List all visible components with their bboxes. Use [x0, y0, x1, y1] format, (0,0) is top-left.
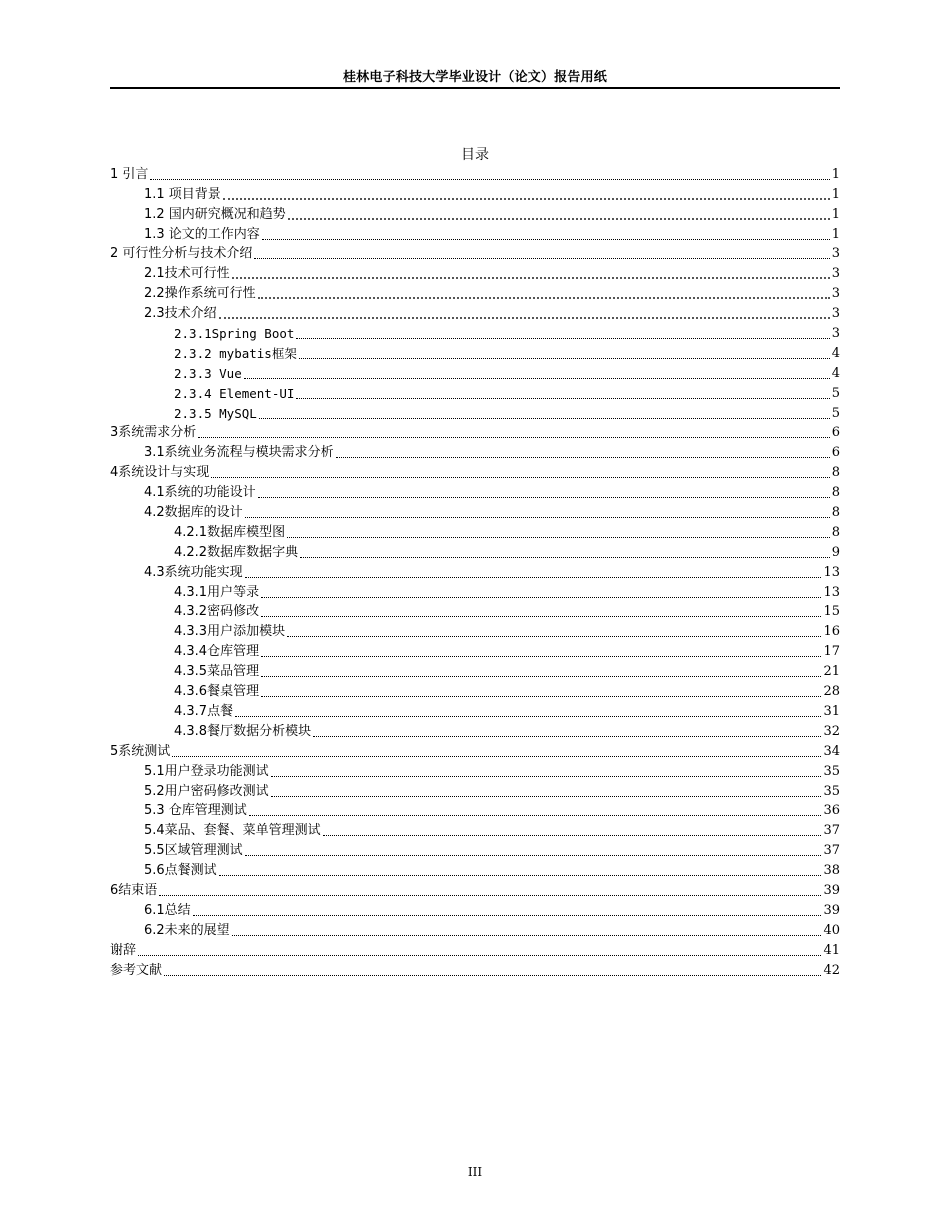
toc-dot-leader — [258, 497, 830, 498]
toc-dot-leader — [287, 636, 821, 637]
toc-title: 目录 — [461, 147, 489, 163]
toc-entry-page-number: 8 — [831, 505, 840, 521]
toc-dot-leader — [288, 218, 830, 220]
toc-entry-page-number: 40 — [823, 922, 840, 938]
toc-entry-page-number: 1 — [831, 226, 840, 242]
toc-entry-page-number: 41 — [823, 942, 840, 958]
toc-entry-page-number: 38 — [823, 863, 840, 879]
toc-entry-page-number: 34 — [823, 743, 840, 759]
toc-entry[interactable] — [110, 362, 840, 382]
toc-entry-page-number: 6 — [831, 425, 840, 441]
toc-entry[interactable] — [110, 243, 840, 263]
toc-dot-leader — [235, 716, 821, 717]
toc-entry-label: 4.2.1数据库模型图 — [174, 524, 286, 540]
toc-entry[interactable] — [110, 959, 840, 979]
toc-entry[interactable] — [110, 183, 840, 203]
toc-entry[interactable] — [110, 919, 840, 939]
toc-dot-leader — [219, 317, 830, 319]
toc-entry[interactable] — [110, 601, 840, 621]
toc-entry-page-number: 8 — [831, 524, 840, 540]
toc-dot-leader — [262, 239, 830, 240]
toc-entry-page-number: 8 — [831, 465, 840, 481]
toc-entry-label: 4.3.1用户等录 — [174, 584, 260, 600]
toc-dot-leader — [299, 358, 830, 359]
toc-entry-page-number: 15 — [823, 604, 840, 620]
toc-entry[interactable] — [110, 561, 840, 581]
toc-entry[interactable] — [110, 203, 840, 223]
toc-dot-leader — [164, 975, 821, 976]
toc-entry-page-number: 5 — [831, 405, 840, 421]
toc-entry[interactable] — [110, 581, 840, 601]
toc-entry-label: 4.3.7点餐 — [174, 703, 234, 719]
toc-entry-label: 5.1用户登录功能测试 — [144, 763, 269, 779]
toc-entry-page-number: 3 — [831, 286, 840, 302]
toc-entry-page-number: 6 — [831, 445, 840, 461]
toc-dot-leader — [138, 955, 821, 956]
toc-dot-leader — [336, 457, 830, 458]
toc-dot-leader — [261, 616, 821, 617]
toc-entry-label: 3.1系统业务流程与模块需求分析 — [144, 445, 334, 461]
toc-entry[interactable] — [110, 879, 840, 899]
toc-entry[interactable] — [110, 660, 840, 680]
toc-entry[interactable] — [110, 620, 840, 640]
toc-entry[interactable] — [110, 163, 840, 183]
toc-dot-leader — [232, 935, 822, 936]
toc-entry-label: 4.3.3用户添加模块 — [174, 624, 286, 640]
toc-entry[interactable] — [110, 461, 840, 481]
toc-dot-leader — [245, 855, 822, 856]
toc-entry-page-number: 13 — [823, 564, 840, 580]
toc-entry-label: 4.2.2数据库数据字典 — [174, 544, 299, 560]
toc-dot-leader — [193, 915, 822, 916]
toc-entry[interactable] — [110, 501, 840, 521]
toc-entry[interactable] — [110, 859, 840, 879]
toc-entry-page-number: 37 — [823, 823, 840, 839]
toc-entry[interactable] — [110, 939, 840, 959]
toc-entry-page-number: 1 — [831, 206, 840, 222]
toc-entry-label: 5.6点餐测试 — [144, 863, 217, 879]
toc-entry[interactable] — [110, 720, 840, 740]
toc-entry-label: 2.3技术介绍 — [144, 306, 217, 322]
toc-dot-leader — [261, 656, 821, 657]
toc-entry-label: 2.3.2 mybatis框架 — [174, 345, 297, 361]
toc-entry-page-number: 32 — [823, 723, 840, 739]
toc-entry[interactable] — [110, 899, 840, 919]
toc-entry-label: 4.3.5菜品管理 — [174, 664, 260, 680]
toc-entry[interactable] — [110, 302, 840, 322]
toc-entry-label: 4.3.8餐厅数据分析模块 — [174, 723, 312, 739]
page-header-title: 桂林电子科技大学毕业设计（论文）报告用纸 — [342, 70, 607, 85]
toc-entry-page-number: 36 — [823, 803, 840, 819]
toc-entry-page-number: 4 — [831, 345, 840, 361]
toc-entry[interactable] — [110, 262, 840, 282]
toc-entry-page-number: 1 — [831, 166, 840, 182]
toc-entry-label: 4.1系统的功能设计 — [144, 485, 256, 501]
toc-entry-label: 参考文献 — [110, 962, 163, 978]
toc-entry-label: 4.3.6餐桌管理 — [174, 684, 260, 700]
toc-entry[interactable] — [110, 760, 840, 780]
toc-entry-label: 谢辞 — [110, 942, 137, 958]
toc-entry[interactable] — [110, 322, 840, 342]
toc-entry-page-number: 16 — [823, 624, 840, 640]
toc-entry-label: 1 引言 — [110, 166, 149, 182]
toc-entry-label: 2.1技术可行性 — [144, 266, 230, 282]
toc-dot-leader — [261, 676, 821, 677]
toc-dot-leader — [172, 756, 821, 757]
toc-entry-page-number: 4 — [831, 365, 840, 381]
toc-entry[interactable] — [110, 521, 840, 541]
toc-entry-label: 2.3.1Spring Boot — [174, 326, 295, 342]
toc-dot-leader — [287, 537, 830, 538]
toc-entry-label: 6.2未来的展望 — [144, 922, 230, 938]
toc-entry[interactable] — [110, 282, 840, 302]
toc-dot-leader — [245, 517, 830, 518]
toc-entry-page-number: 42 — [823, 962, 840, 978]
toc-entry-label: 4.3.2密码修改 — [174, 604, 260, 620]
toc-dot-leader — [159, 895, 821, 896]
toc-entry[interactable] — [110, 481, 840, 501]
toc-entry-label: 3系统需求分析 — [110, 425, 197, 441]
toc-entry[interactable] — [110, 700, 840, 720]
toc-entry[interactable] — [110, 422, 840, 442]
toc-entry-page-number: 8 — [831, 485, 840, 501]
toc-entry[interactable] — [110, 819, 840, 839]
toc-entry-label: 2.2操作系统可行性 — [144, 286, 256, 302]
toc-entry[interactable] — [110, 680, 840, 700]
toc-entry-page-number: 28 — [823, 684, 840, 700]
toc-entry-label: 5.5区域管理测试 — [144, 843, 243, 859]
toc-entry-label: 6.1总结 — [144, 902, 191, 918]
toc-entry-page-number: 3 — [831, 306, 840, 322]
toc-dot-leader — [150, 179, 829, 180]
toc-dot-leader — [261, 696, 821, 697]
toc-dot-leader — [296, 398, 829, 399]
toc-entry-label: 4.3.4仓库管理 — [174, 644, 260, 660]
toc-entry[interactable] — [110, 382, 840, 402]
toc-entry-page-number: 35 — [823, 783, 840, 799]
toc-dot-leader — [244, 378, 830, 379]
toc-entry-label: 2.3.3 Vue — [174, 365, 242, 381]
toc-entry-page-number: 1 — [831, 186, 840, 202]
toc-entry-page-number: 3 — [831, 326, 840, 342]
toc-entry-label: 4.2数据库的设计 — [144, 505, 243, 521]
toc-dot-leader — [211, 477, 829, 478]
toc-entry-page-number: 17 — [823, 644, 840, 660]
toc-entry-page-number: 3 — [831, 266, 840, 282]
toc-entry[interactable] — [110, 740, 840, 760]
toc-entry-page-number: 35 — [823, 763, 840, 779]
toc-entry[interactable] — [110, 800, 840, 820]
toc-dot-leader — [300, 557, 830, 558]
toc-entry-page-number: 9 — [831, 544, 840, 560]
toc-entry-label: 2 可行性分析与技术介绍 — [110, 246, 253, 262]
toc-entry[interactable] — [110, 640, 840, 660]
toc-entry-page-number: 31 — [823, 703, 840, 719]
toc-entry-label: 2.3.4 Element-UI — [174, 385, 295, 401]
toc-entry-page-number: 13 — [823, 584, 840, 600]
toc-dot-leader — [271, 796, 822, 797]
toc-entry-page-number: 21 — [823, 664, 840, 680]
toc-entry[interactable] — [110, 441, 840, 461]
toc-entry[interactable] — [110, 780, 840, 800]
toc-entry-page-number: 39 — [823, 882, 840, 898]
header-divider — [110, 87, 840, 89]
toc-entry-label: 5系统测试 — [110, 743, 171, 759]
table-of-contents — [110, 163, 840, 979]
toc-entry-label: 1.1 项目背景 — [144, 186, 221, 202]
toc-entry-label: 4系统设计与实现 — [110, 465, 210, 481]
toc-entry[interactable] — [110, 402, 840, 422]
toc-dot-leader — [245, 577, 822, 578]
toc-entry-page-number: 37 — [823, 843, 840, 859]
toc-dot-leader — [313, 736, 821, 737]
toc-dot-leader — [271, 776, 822, 777]
toc-entry[interactable] — [110, 839, 840, 859]
toc-dot-leader — [232, 277, 830, 279]
toc-entry-label: 4.3系统功能实现 — [144, 564, 243, 580]
toc-entry-page-number: 5 — [831, 385, 840, 401]
toc-entry[interactable] — [110, 541, 840, 561]
toc-dot-leader — [223, 198, 830, 200]
toc-entry-label: 2.3.5 MySQL — [174, 405, 257, 421]
toc-entry-label: 5.3 仓库管理测试 — [144, 803, 247, 819]
toc-dot-leader — [323, 835, 822, 836]
toc-entry-label: 5.4菜品、套餐、菜单管理测试 — [144, 823, 321, 839]
toc-entry[interactable] — [110, 342, 840, 362]
toc-dot-leader — [259, 418, 830, 419]
toc-dot-leader — [219, 875, 822, 876]
toc-entry-label: 1.2 国内研究概况和趋势 — [144, 206, 286, 222]
toc-entry-label: 1.3 论文的工作内容 — [144, 226, 260, 242]
toc-dot-leader — [296, 338, 829, 339]
toc-dot-leader — [258, 297, 830, 299]
toc-dot-leader — [249, 815, 822, 816]
toc-entry[interactable] — [110, 223, 840, 243]
toc-dot-leader — [254, 258, 829, 259]
toc-entry-label: 5.2用户密码修改测试 — [144, 783, 269, 799]
toc-entry-page-number: 39 — [823, 902, 840, 918]
toc-dot-leader — [261, 597, 821, 598]
toc-entry-label: 6结束语 — [110, 882, 158, 898]
page-number: III — [467, 1165, 483, 1179]
toc-dot-leader — [198, 437, 829, 438]
toc-entry-page-number: 3 — [831, 246, 840, 262]
